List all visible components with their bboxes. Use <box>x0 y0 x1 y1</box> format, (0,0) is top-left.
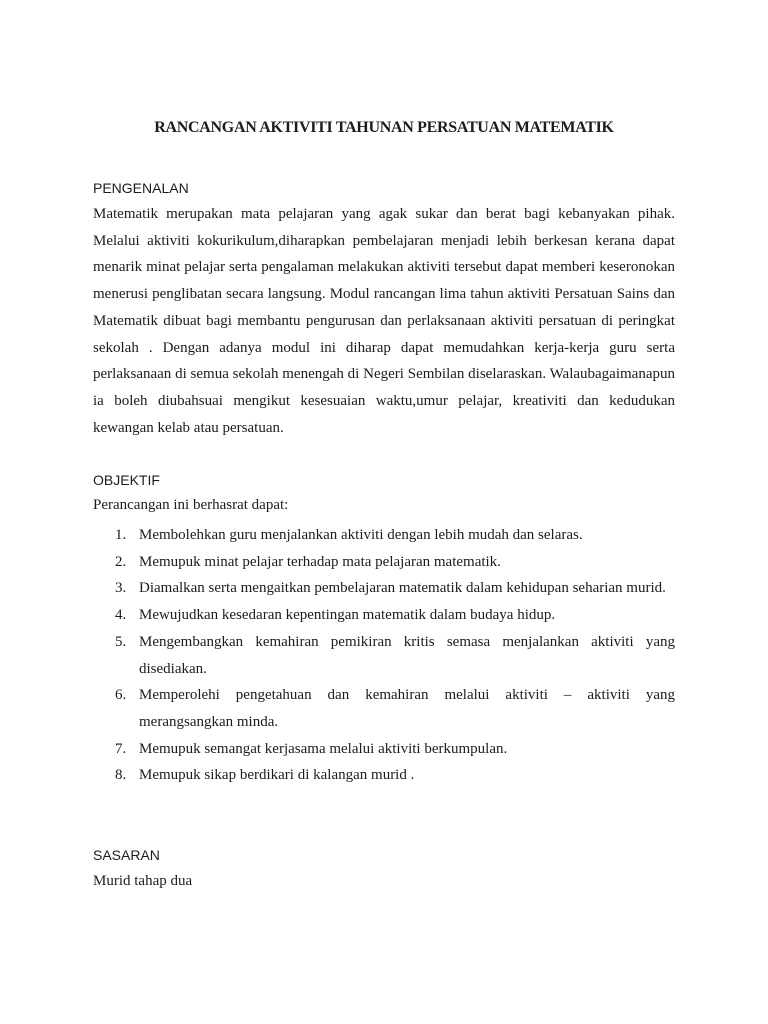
objectives-heading: OBJEKTIF <box>93 472 160 488</box>
target-text: Murid tahap dua <box>93 873 193 889</box>
document-title: RANCANGAN AKTIVITI TAHUNAN PERSATUAN MATEMATIK <box>154 119 614 136</box>
list-item-text: Memupuk sikap berdikari di kalangan murid . <box>139 767 415 784</box>
list-item-text: Memupuk minat pelajar terhadap mata pelajaran matematik. <box>139 553 501 570</box>
list-item-number: 4. <box>115 607 127 624</box>
list-item <box>93 549 675 576</box>
list-item <box>93 522 675 549</box>
objectives-list <box>93 522 675 789</box>
list-item <box>93 602 675 629</box>
list-item-number: 7. <box>115 740 127 757</box>
list-item-number: 3. <box>115 580 127 597</box>
list-item-number: 6. <box>115 687 127 704</box>
target-heading: SASARAN <box>93 847 160 863</box>
intro-heading: PENGENALAN <box>93 180 189 196</box>
list-item-text: Diamalkan serta mengaitkan pembelajaran matematik dalam kehidupan seharian murid. <box>139 580 666 597</box>
list-item <box>93 736 675 763</box>
list-item <box>93 682 675 735</box>
list-item <box>93 629 675 682</box>
list-item-number: 1. <box>115 527 127 543</box>
list-item-text: Membolehkan guru menjalankan aktiviti dengan lebih mudah dan selaras. <box>139 527 583 543</box>
list-item-number: 5. <box>115 633 127 650</box>
objectives-lead: Perancangan ini berhasrat dapat: <box>93 497 289 513</box>
list-item <box>93 762 675 789</box>
list-item <box>93 575 675 602</box>
list-item-text: Memperolehi pengetahuan dan kemahiran melalui aktiviti – aktiviti yang merangsangkan minda. <box>139 687 675 730</box>
intro-paragraph: Matematik merupakan mata pelajaran yang agak sukar dan berat bagi kebanyakan pihak. Melalui aktiviti kokurikulum,diharapkan pembelajaran menjadi lebih berkesan kerana dapat menarik minat pelajar serta pengalaman melakukan aktiviti tersebut dapat memberi keseronokan menerusi penglibatan secara langsung. Modul rancangan lima tahun aktiviti Persatuan Sains dan Matematik dibuat bagi membantu pengurusan dan perlaksanaan aktiviti persatuan di peringkat sekolah . Dengan adanya modul ini diharap dapat memudahkan kerja-kerja guru serta perlaksanaan di semua sekolah menengah di Negeri Sembilan diselaraskan. Walaubagaimanapun ia boleh diubahsuai mengikut kesesuaian waktu,umur pelajar, kreativiti dan kedudukan kewangan kelab atau persatuan. <box>93 206 675 436</box>
list-item-number: 2. <box>115 553 127 570</box>
list-item-text: Mewujudkan kesedaran kepentingan matematik dalam budaya hidup. <box>139 607 556 624</box>
list-item-text: Mengembangkan kemahiran pemikiran kritis semasa menjalankan aktiviti yang disediakan. <box>139 633 675 677</box>
list-item-number: 8. <box>115 767 127 784</box>
list-item-text: Memupuk semangat kerjasama melalui aktiviti berkumpulan. <box>139 740 508 757</box>
